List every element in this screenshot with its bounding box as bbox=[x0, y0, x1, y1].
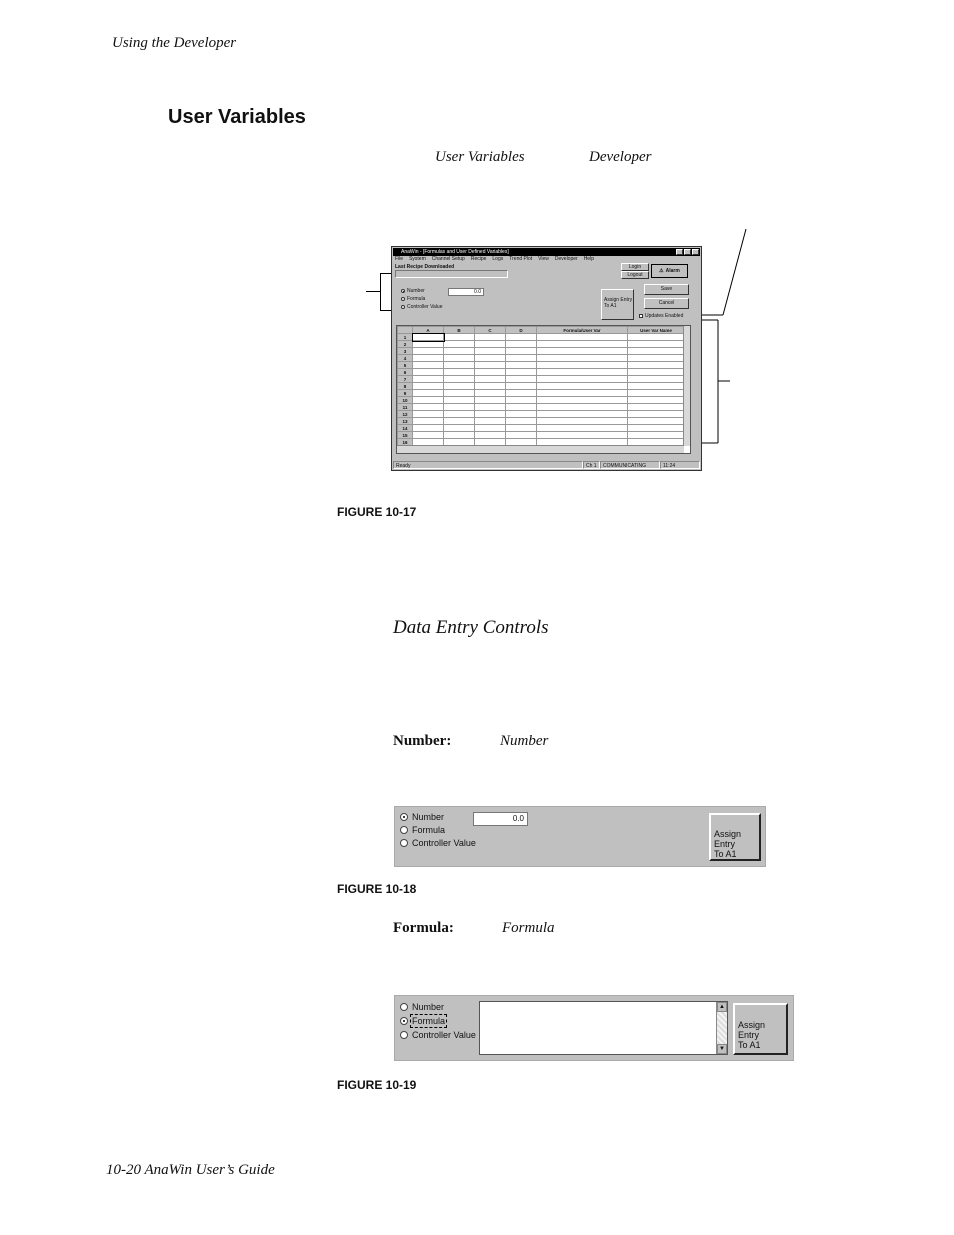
grid-cell[interactable] bbox=[628, 348, 685, 355]
row-header[interactable]: 12 bbox=[398, 411, 413, 418]
formula-textarea[interactable] bbox=[479, 1001, 728, 1055]
row-header[interactable]: 8 bbox=[398, 383, 413, 390]
grid-row bbox=[398, 355, 685, 362]
grid-cell[interactable] bbox=[537, 369, 628, 376]
formula-term: Formula: bbox=[393, 920, 454, 936]
menu-recipe[interactable]: Recipe bbox=[470, 256, 487, 262]
grid-cell[interactable] bbox=[413, 362, 444, 369]
intro-term-user-variables: User Variables bbox=[435, 149, 525, 165]
grid-cell[interactable] bbox=[537, 334, 628, 341]
assign-entry-label-2: To A1 bbox=[714, 849, 737, 859]
grid-cell[interactable] bbox=[444, 390, 475, 397]
number-term: Number: bbox=[393, 733, 452, 749]
grid-row bbox=[398, 397, 685, 404]
radio-controller-value[interactable] bbox=[401, 304, 442, 310]
number-italic: Number bbox=[500, 733, 549, 749]
grid-cell[interactable] bbox=[537, 425, 628, 432]
status-channel: Ch 1 bbox=[583, 461, 600, 469]
grid-row bbox=[398, 376, 685, 383]
grid-cell[interactable] bbox=[444, 418, 475, 425]
grid-cell[interactable] bbox=[628, 383, 685, 390]
formula-italic: Formula bbox=[502, 920, 555, 936]
grid-cell[interactable] bbox=[475, 348, 506, 355]
grid-row bbox=[398, 404, 685, 411]
grid-cell[interactable] bbox=[506, 341, 537, 348]
figure-18-label: FIGURE 10-18 bbox=[337, 882, 417, 896]
grid-cell[interactable] bbox=[475, 383, 506, 390]
formula-entry-panel bbox=[394, 995, 794, 1061]
grid-cell[interactable] bbox=[628, 411, 685, 418]
alarm-button[interactable] bbox=[651, 264, 688, 278]
checkbox-icon bbox=[639, 314, 643, 318]
grid-cell[interactable] bbox=[413, 334, 444, 341]
grid-cell[interactable] bbox=[475, 432, 506, 439]
scroll-down-icon[interactable]: ▼ bbox=[717, 1044, 727, 1054]
grid-cell[interactable] bbox=[413, 390, 444, 397]
grid-cell[interactable] bbox=[628, 369, 685, 376]
column-header-user-var-name[interactable]: User Var Name bbox=[628, 327, 685, 334]
menu-file[interactable]: File bbox=[395, 256, 404, 262]
radio-icon bbox=[401, 297, 405, 301]
grid-cell[interactable] bbox=[413, 404, 444, 411]
maximize-icon[interactable] bbox=[684, 249, 691, 255]
grid-cell[interactable] bbox=[537, 432, 628, 439]
grid-corner bbox=[398, 327, 413, 334]
menu-logs[interactable]: Logs bbox=[492, 256, 504, 262]
status-ready: Ready bbox=[393, 461, 583, 469]
column-header-b[interactable]: B bbox=[444, 327, 475, 334]
grid-cell[interactable] bbox=[444, 425, 475, 432]
grid-cell[interactable] bbox=[628, 355, 685, 362]
radio-formula-label: Formula bbox=[412, 1016, 446, 1026]
grid-cell[interactable] bbox=[475, 411, 506, 418]
grid-row bbox=[398, 369, 685, 376]
horizontal-scrollbar[interactable] bbox=[397, 445, 684, 453]
updates-enabled-label: Updates Enabled bbox=[645, 313, 684, 319]
assign-entry-label-2: To A1 bbox=[738, 1040, 761, 1050]
radio-formula-label: Formula bbox=[407, 296, 426, 302]
row-header[interactable]: 7 bbox=[398, 376, 413, 383]
number-entry-panel bbox=[394, 806, 766, 867]
figure-17-label: FIGURE 10-17 bbox=[337, 505, 417, 519]
last-recipe-label: Last Recipe Downloaded bbox=[395, 264, 455, 270]
grid-cell[interactable] bbox=[506, 383, 537, 390]
radio-controller-label: Controller Value bbox=[412, 1030, 476, 1040]
grid-cell[interactable] bbox=[506, 334, 537, 341]
grid-cell[interactable] bbox=[628, 341, 685, 348]
grid-cell[interactable] bbox=[444, 341, 475, 348]
menu-channel-setup[interactable]: Channel Setup bbox=[431, 256, 465, 262]
row-header[interactable]: 14 bbox=[398, 425, 413, 432]
grid-cell[interactable] bbox=[475, 418, 506, 425]
figure-19-label: FIGURE 10-19 bbox=[337, 1078, 417, 1092]
radio-icon bbox=[401, 305, 405, 309]
grid-cell[interactable] bbox=[628, 390, 685, 397]
grid-cell[interactable] bbox=[444, 355, 475, 362]
radio-number[interactable] bbox=[400, 1002, 444, 1012]
column-header-formula[interactable]: Formula/User Var bbox=[537, 327, 628, 334]
grid-cell[interactable] bbox=[628, 334, 685, 341]
callout-pointer bbox=[723, 229, 746, 315]
grid-cell[interactable] bbox=[475, 390, 506, 397]
grid-cell[interactable] bbox=[506, 348, 537, 355]
grid-cell[interactable] bbox=[444, 432, 475, 439]
radio-number-label: Number bbox=[412, 1002, 445, 1012]
window-controls bbox=[676, 248, 699, 256]
grid-cell[interactable] bbox=[628, 362, 685, 369]
grid-cell[interactable] bbox=[413, 341, 444, 348]
grid-cell[interactable] bbox=[444, 376, 475, 383]
assign-entry-label-1: Assign Entry bbox=[714, 829, 742, 849]
logout-button[interactable]: Logout bbox=[621, 271, 649, 279]
radio-controller-value[interactable] bbox=[400, 838, 476, 848]
intro-term-developer: Developer bbox=[589, 149, 652, 165]
status-bar bbox=[393, 461, 700, 469]
assign-entry-button[interactable] bbox=[733, 1003, 788, 1055]
grid-cell[interactable] bbox=[628, 376, 685, 383]
grid-cell[interactable] bbox=[506, 376, 537, 383]
close-icon[interactable] bbox=[692, 249, 699, 255]
grid-cell[interactable] bbox=[506, 432, 537, 439]
grid-cell[interactable] bbox=[413, 397, 444, 404]
grid-cell[interactable] bbox=[475, 369, 506, 376]
grid-cell[interactable] bbox=[444, 362, 475, 369]
grid-row bbox=[398, 390, 685, 397]
grid-cell[interactable] bbox=[506, 425, 537, 432]
grid-cell[interactable] bbox=[537, 397, 628, 404]
grid-cell[interactable] bbox=[537, 348, 628, 355]
row-header[interactable]: 1 bbox=[398, 334, 413, 341]
grid-cell[interactable] bbox=[475, 404, 506, 411]
grid-cell[interactable] bbox=[628, 397, 685, 404]
vertical-scrollbar[interactable] bbox=[683, 326, 690, 446]
grid-cell[interactable] bbox=[413, 432, 444, 439]
row-header[interactable]: 5 bbox=[398, 362, 413, 369]
grid-cell[interactable] bbox=[628, 432, 685, 439]
grid-cell[interactable] bbox=[506, 411, 537, 418]
running-head: Using the Developer bbox=[112, 35, 237, 51]
grid-cell[interactable] bbox=[444, 404, 475, 411]
menu-developer[interactable]: Developer bbox=[554, 256, 578, 262]
radio-number-label: Number bbox=[407, 288, 425, 294]
grid-row bbox=[398, 341, 685, 348]
status-time: 11:24 bbox=[660, 461, 700, 469]
grid-cell[interactable] bbox=[537, 404, 628, 411]
grid-table bbox=[397, 326, 685, 446]
grid-row bbox=[398, 418, 685, 425]
grid-cell[interactable] bbox=[475, 355, 506, 362]
radio-controller-label: Controller Value bbox=[407, 304, 443, 310]
grid-row bbox=[398, 432, 685, 439]
callout-bracket-top bbox=[380, 273, 391, 274]
grid-cell[interactable] bbox=[413, 348, 444, 355]
grid-row bbox=[398, 334, 685, 341]
grid-cell[interactable] bbox=[537, 341, 628, 348]
grid-cell[interactable] bbox=[506, 369, 537, 376]
grid-cell[interactable] bbox=[413, 411, 444, 418]
grid-cell[interactable] bbox=[475, 425, 506, 432]
radio-icon bbox=[400, 826, 408, 834]
grid-cell[interactable] bbox=[537, 355, 628, 362]
grid-cell[interactable] bbox=[506, 390, 537, 397]
row-header[interactable]: 6 bbox=[398, 369, 413, 376]
grid-cell[interactable] bbox=[444, 369, 475, 376]
radio-selected-icon bbox=[400, 1017, 408, 1025]
grid-cell[interactable] bbox=[444, 348, 475, 355]
grid-cell[interactable] bbox=[444, 411, 475, 418]
menu-system[interactable]: System bbox=[409, 256, 426, 262]
alarm-label: Alarm bbox=[665, 268, 680, 274]
warning-icon: ⚠ bbox=[659, 268, 664, 274]
grid-cell[interactable] bbox=[537, 390, 628, 397]
radio-formula[interactable] bbox=[401, 296, 425, 302]
assign-entry-button[interactable]: Assign Entry To A1 bbox=[601, 289, 634, 320]
grid-cell[interactable] bbox=[413, 383, 444, 390]
radio-number-label: Number bbox=[412, 812, 445, 822]
radio-formula[interactable] bbox=[400, 825, 445, 835]
menu-bar bbox=[395, 256, 698, 263]
grid-cell[interactable] bbox=[475, 397, 506, 404]
grid-cell[interactable] bbox=[537, 411, 628, 418]
row-header[interactable]: 15 bbox=[398, 432, 413, 439]
menu-help[interactable]: Help bbox=[583, 256, 594, 262]
section-title: User Variables bbox=[168, 106, 306, 128]
page-footer: 10-20 AnaWin User’s Guide bbox=[106, 1162, 275, 1178]
grid-header-row bbox=[398, 327, 685, 334]
assign-entry-label-1: Assign Entry bbox=[738, 1020, 766, 1040]
grid-cell[interactable] bbox=[537, 383, 628, 390]
row-header[interactable]: 3 bbox=[398, 348, 413, 355]
number-value-input[interactable]: 0.0 bbox=[473, 812, 528, 826]
grid-cell[interactable] bbox=[444, 397, 475, 404]
radio-controller-label: Controller Value bbox=[412, 838, 476, 848]
grid-row bbox=[398, 348, 685, 355]
anawin-window-screenshot bbox=[391, 246, 702, 471]
grid-cell[interactable] bbox=[506, 362, 537, 369]
grid-row bbox=[398, 411, 685, 418]
row-header[interactable]: 9 bbox=[398, 390, 413, 397]
callout-bracket bbox=[380, 273, 381, 310]
grid-cell[interactable] bbox=[413, 425, 444, 432]
column-header-c[interactable]: C bbox=[475, 327, 506, 334]
grid-cell[interactable] bbox=[475, 341, 506, 348]
status-communicating: COMMUNICATING bbox=[600, 461, 660, 469]
grid-cell[interactable] bbox=[475, 376, 506, 383]
grid-body bbox=[398, 334, 685, 446]
grid-cell[interactable] bbox=[413, 355, 444, 362]
grid-cell[interactable] bbox=[413, 369, 444, 376]
grid-cell[interactable] bbox=[628, 404, 685, 411]
radio-formula-label: Formula bbox=[412, 825, 446, 835]
row-header[interactable]: 2 bbox=[398, 341, 413, 348]
radio-number[interactable] bbox=[400, 812, 444, 822]
row-header[interactable]: 13 bbox=[398, 418, 413, 425]
radio-selected-icon bbox=[400, 813, 408, 821]
grid-cell[interactable] bbox=[628, 418, 685, 425]
radio-icon bbox=[400, 1031, 408, 1039]
grid-cell[interactable] bbox=[475, 362, 506, 369]
row-header[interactable]: 16 bbox=[398, 439, 413, 446]
cancel-button[interactable]: Cancel bbox=[644, 298, 689, 309]
radio-controller-value[interactable] bbox=[400, 1030, 476, 1040]
save-button[interactable]: Save bbox=[644, 284, 689, 295]
row-header[interactable]: 11 bbox=[398, 404, 413, 411]
login-button[interactable]: Login bbox=[621, 263, 649, 271]
row-header[interactable]: 10 bbox=[398, 397, 413, 404]
grid-cell[interactable] bbox=[537, 376, 628, 383]
window-title: AnaWin - [Formulas and User Defined Variables] bbox=[393, 248, 700, 256]
user-variables-grid[interactable] bbox=[396, 325, 691, 454]
radio-number[interactable] bbox=[401, 288, 425, 294]
grid-cell[interactable] bbox=[413, 418, 444, 425]
callout-bracket-bottom bbox=[380, 310, 391, 311]
grid-cell[interactable] bbox=[506, 355, 537, 362]
radio-icon bbox=[400, 1003, 408, 1011]
grid-row bbox=[398, 425, 685, 432]
grid-cell[interactable] bbox=[506, 418, 537, 425]
column-header-d[interactable]: D bbox=[506, 327, 537, 334]
radio-formula[interactable] bbox=[400, 1016, 445, 1026]
menu-trend-plot[interactable]: Trend Plot bbox=[509, 256, 533, 262]
minimize-icon[interactable] bbox=[676, 249, 683, 255]
last-recipe-field bbox=[395, 270, 508, 278]
grid-cell[interactable] bbox=[413, 376, 444, 383]
scroll-up-icon[interactable]: ▲ bbox=[717, 1002, 727, 1012]
callout-lines-right bbox=[700, 225, 760, 455]
radio-icon bbox=[400, 839, 408, 847]
assign-entry-button[interactable] bbox=[709, 813, 761, 861]
grid-row bbox=[398, 383, 685, 390]
menu-view[interactable]: View bbox=[538, 256, 549, 262]
grid-cell[interactable] bbox=[506, 397, 537, 404]
grid-cell[interactable] bbox=[444, 383, 475, 390]
grid-row bbox=[398, 362, 685, 369]
grid-cell[interactable] bbox=[506, 404, 537, 411]
column-header-a[interactable]: A bbox=[413, 327, 444, 334]
grid-cell[interactable] bbox=[444, 334, 475, 341]
updates-enabled-checkbox[interactable] bbox=[639, 313, 683, 319]
grid-cell[interactable] bbox=[537, 418, 628, 425]
grid-cell[interactable] bbox=[475, 334, 506, 341]
subhead-data-entry-controls: Data Entry Controls bbox=[393, 617, 549, 638]
callout-line bbox=[366, 291, 380, 292]
number-input[interactable]: 0.0 bbox=[448, 288, 484, 296]
grid-cell[interactable] bbox=[628, 425, 685, 432]
grid-cell[interactable] bbox=[537, 362, 628, 369]
radio-selected-icon bbox=[401, 289, 405, 293]
row-header[interactable]: 4 bbox=[398, 355, 413, 362]
